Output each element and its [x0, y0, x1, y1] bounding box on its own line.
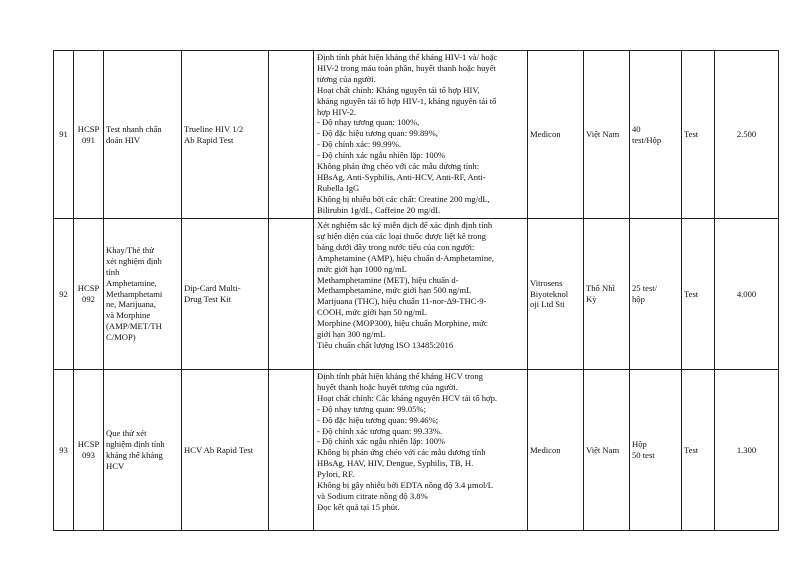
product-name-line: Ab Rapid Test: [184, 134, 234, 145]
description-line: hợp HIV-2.: [317, 106, 357, 117]
code-cell: [74, 51, 104, 219]
item-name-cell: [104, 219, 182, 370]
description-line: Tiêu chuẩn chất lượng ISO 13485:2016: [317, 339, 454, 350]
description-line: giới hạn 300 ng/mL: [317, 329, 386, 340]
product-name-line: HCV Ab Rapid Test: [184, 444, 254, 455]
packaging-line: 50 test: [632, 450, 655, 460]
packaging-cell: [630, 370, 682, 531]
manufacturer-cell: [528, 51, 584, 219]
description-line: - Độ chính xác ngẫu nhiên lặp: 100%: [317, 150, 446, 161]
country-cell: [584, 51, 630, 219]
product-name-cell: [182, 51, 269, 219]
description-line: - Độ đặc hiệu tương quan: 99.46%;: [317, 414, 439, 425]
manufacturer-line: oji Ltd Sti: [530, 299, 565, 310]
item-name-line: kháng thể kháng: [106, 450, 163, 460]
description-line: Không bị nhiễu bởi các chất: Creatine 200 mg/dL,: [317, 193, 490, 204]
manufacturer-line: Vitrosens: [530, 277, 563, 288]
item-name-line: Test nhanh chẩn: [106, 123, 162, 134]
country-line: Kỳ: [586, 294, 597, 304]
empty-cell: [269, 219, 314, 370]
unit-cell: Test: [682, 51, 715, 219]
code-line: 092: [82, 294, 95, 304]
description-line: Marijuana (THC), hiệu chuẩn 11-nor-Δ9-THC-9-: [317, 296, 487, 307]
manufacturer-line: Biyoteknol: [530, 288, 569, 299]
description-line: và Sodium citrate nồng độ 3.8%: [317, 490, 428, 501]
table-row: [54, 370, 779, 531]
description-line: Morphine (MOP300), hiệu chuẩn Morphine, mức: [317, 318, 488, 329]
description-line: Pylori, RF.: [317, 469, 355, 480]
empty-cell: [269, 370, 314, 531]
description-line: Không phản ứng chéo với các mẫu dương tính:: [317, 161, 480, 172]
manufacturer-line: Medicon: [530, 444, 561, 455]
manufacturer-cell: [528, 219, 584, 370]
item-name-cell: [104, 51, 182, 219]
price-cell: 2.500: [715, 51, 779, 219]
packaging-cell: [630, 51, 682, 219]
packaging-line: hộp: [632, 294, 645, 304]
description-line: - Độ chính xác: 99.99%.: [317, 139, 402, 150]
description-line: sự hiện diện của các loại thuốc được liệt kê trong: [317, 230, 486, 241]
item-name-line: C/MOP): [106, 332, 136, 343]
description-line: mức giới hạn 1000 ng/mL: [317, 263, 407, 274]
price-cell: 4.000: [715, 219, 779, 370]
item-name-line: HCV: [106, 460, 125, 471]
description-line: - Độ đặc hiệu tương quan: 99.89%,: [317, 128, 438, 139]
item-name-line: và Morphine: [106, 310, 151, 321]
description-line: HBsAg, Anti-Syphilis, Anti-HCV, Anti-RF, Anti-: [317, 171, 486, 182]
description-line: HBsAg, HAV, HIV, Dengue, Syphilis, TB, H.: [317, 458, 474, 469]
country-line: Việt Nam: [586, 129, 620, 140]
product-table: [53, 50, 779, 531]
manufacturer-line: Medicon: [530, 129, 561, 140]
product-name-line: Dip-Card Multi-: [184, 283, 241, 294]
description-line: Methamphetamine (MET), hiệu chuẩn d-: [317, 274, 459, 285]
item-name-line: Que thử xét: [106, 428, 147, 439]
packaging-line: 40: [632, 123, 641, 134]
description-line: Amphetamine (AMP), hiệu chuẩn d-Amphetamine,: [317, 252, 495, 263]
description-line: Methamphetamine, mức giới hạn 500 ng/mL: [317, 285, 472, 296]
product-name-cell: [182, 370, 269, 531]
row-number-cell: 91: [54, 51, 74, 219]
table-row: [54, 51, 779, 219]
description-line: Không bị phản ứng chéo với các mẫu dương tính: [317, 447, 486, 458]
description-line: - Độ chính xác ngẫu nhiên lặp: 100%: [317, 436, 446, 447]
description-line: Định tính phát hiện kháng thể kháng HIV-1 và/ hoặc: [317, 52, 498, 62]
code-line: HCSP: [77, 439, 100, 450]
code-line: HCSP: [77, 283, 100, 294]
item-name-line: ne, Marijuana,: [106, 299, 156, 310]
product-name-cell: [182, 219, 269, 370]
table-row: [54, 219, 779, 370]
item-name-line: xét nghiệm định: [106, 255, 162, 266]
packaging-line: Hộp: [632, 439, 647, 450]
product-name-line: Trueline HIV 1/2: [184, 123, 244, 134]
item-name-line: Methamphetami: [106, 288, 163, 299]
manufacturer-cell: [528, 370, 584, 531]
item-name-cell: [104, 370, 182, 531]
description-line: HIV-2 trong máu toàn phần, huyết thanh hoặc huyết: [317, 62, 496, 73]
description-line: Đọc kết quả tại 15 phút.: [317, 501, 400, 512]
row-number-cell: 92: [54, 219, 74, 370]
code-line: 093: [82, 450, 95, 460]
item-name-line: Khay/Thẻ thử: [106, 244, 154, 255]
description-line: - Độ nhạy tương quan: 100%,: [317, 117, 420, 128]
item-name-line: đoán HIV: [106, 134, 141, 145]
country-line: Việt Nam: [586, 444, 620, 455]
country-cell: [584, 219, 630, 370]
code-line: HCSP: [77, 123, 100, 134]
code-cell: [74, 219, 104, 370]
item-name-line: (AMP/MET/TH: [106, 321, 162, 332]
description-line: Hoạt chất chính: Các kháng nguyên HCV tái tổ hợp.: [317, 392, 498, 403]
description-line: Định tính phát hiện kháng thể kháng HCV trong: [317, 371, 483, 381]
item-name-line: tính: [106, 266, 120, 277]
product-name-line: Drug Test Kit: [184, 294, 231, 304]
description-line: tương của người.: [317, 73, 376, 84]
item-name-line: nghiệm định tính: [106, 439, 165, 450]
description-cell: [314, 51, 528, 219]
item-name-line: Amphetamine,: [106, 277, 157, 288]
code-line: 091: [82, 134, 95, 145]
packaging-line: test/Hộp: [632, 134, 662, 145]
unit-cell: Test: [682, 219, 715, 370]
description-line: Hoạt chất chính: Kháng nguyên tái tổ hợp HIV,: [317, 84, 480, 95]
empty-cell: [269, 51, 314, 219]
description-line: Bilirubin 1g/dL, Caffeine 20 mg/dL: [317, 204, 441, 215]
description-line: - Độ nhạy tương quan: 99.05%;: [317, 403, 426, 414]
table-body: [54, 51, 779, 531]
price-cell: 1.300: [715, 370, 779, 531]
description-line: Không bị gây nhiễu bởi EDTA nồng độ 3.4 μmol/L: [317, 480, 494, 491]
packaging-cell: [630, 219, 682, 370]
description-line: bảng dưới đây trong nước tiểu của con người:: [317, 241, 475, 252]
code-cell: [74, 370, 104, 531]
country-line: Thổ Nhĩ: [586, 283, 615, 294]
description-line: Rubella IgG: [317, 182, 360, 193]
description-line: Xét nghiệm sắc ký miễn dịch để xác định định tính: [317, 220, 493, 230]
description-line: - Độ chính xác tương quan: 99.33%.: [317, 425, 443, 436]
description-line: huyết thanh hoặc huyết tương của người.: [317, 381, 458, 392]
packaging-line: 25 test/: [632, 283, 658, 294]
description-line: kháng nguyên tái tổ hợp HIV-1, kháng nguyên tái tổ: [317, 95, 497, 106]
country-cell: [584, 370, 630, 531]
description-cell: [314, 219, 528, 370]
row-number-cell: 93: [54, 370, 74, 531]
description-cell: [314, 370, 528, 531]
unit-cell: Test: [682, 370, 715, 531]
description-line: COOH, mức giới hạn 50 ng/mL: [317, 307, 427, 318]
